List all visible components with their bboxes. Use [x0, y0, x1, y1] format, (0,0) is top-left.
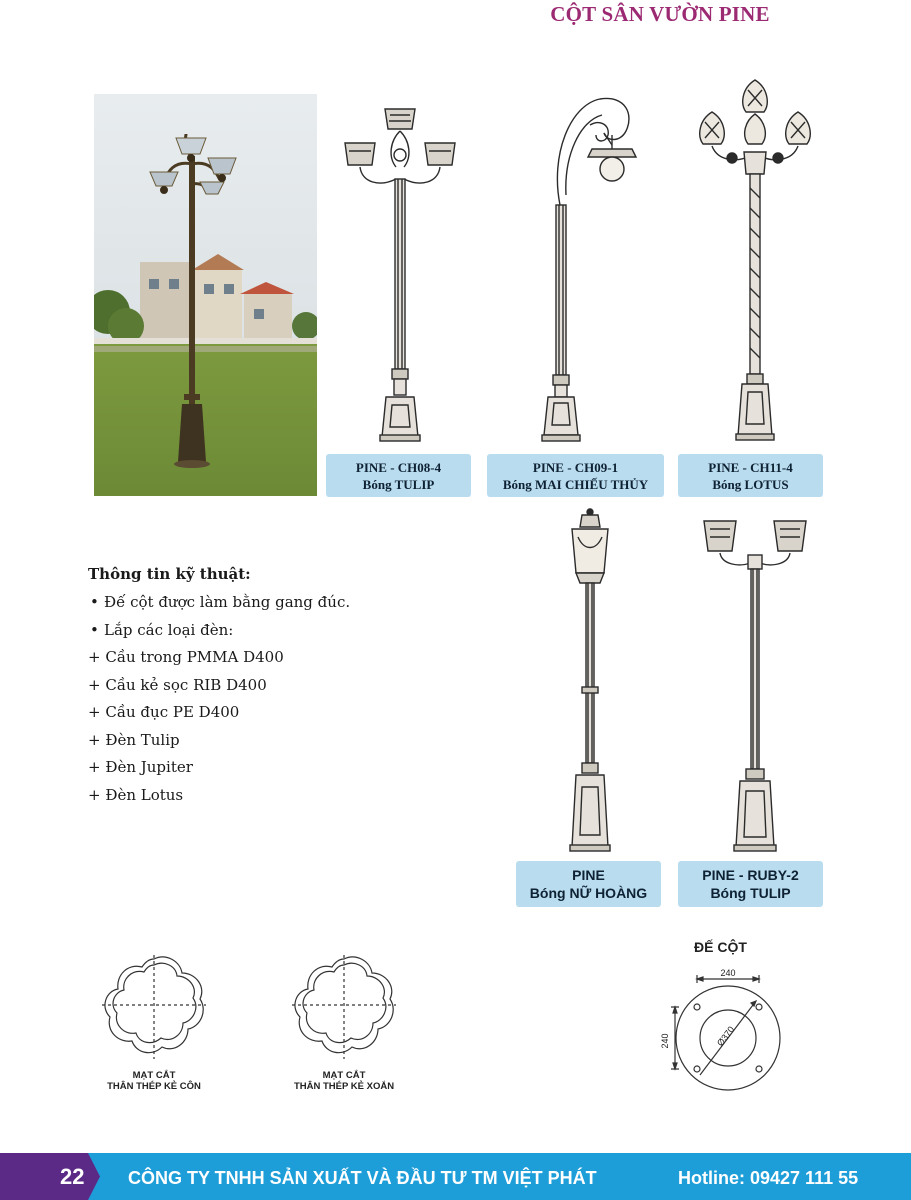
lamp-type-item: + Cầu trong PMMA D400: [88, 648, 284, 666]
spec-bullet: • Đế cột được làm bằng gang đúc.: [90, 593, 351, 611]
lamp-type-item: + Cầu đục PE D400: [88, 703, 240, 721]
cross-section-taper: [102, 955, 206, 1064]
base-drawing: [655, 965, 795, 1100]
product-drawing-ch11-4: [692, 78, 818, 444]
spec-bullet: • Lắp các loại đèn:: [90, 620, 234, 639]
product-label-pine: [516, 861, 661, 907]
product-lamp: Bóng MAI CHIẾU THỦY: [502, 477, 649, 492]
product-code: PINE - RUBY-2: [702, 867, 799, 883]
base-diameter: Ø370: [714, 1024, 737, 1049]
product-lamp: Bóng LOTUS: [712, 477, 789, 492]
product-label-ch09-1: [487, 454, 664, 497]
product-drawing-ch08-4: [340, 105, 460, 445]
section-caption-taper: MẠT CẮT THÂN THÉP KẺ CÔN: [107, 1070, 201, 1092]
section-caption-twist: MẠT CẮT THÂN THÉP KẺ XOẮN: [293, 1070, 395, 1092]
product-code: PINE - CH11-4: [708, 460, 793, 475]
product-drawing-pine: [560, 507, 620, 855]
page-number-tab: [0, 1153, 100, 1200]
lamp-type-item: + Đèn Jupiter: [88, 758, 193, 776]
lamp-type-item: + Đèn Tulip: [88, 730, 180, 749]
product-lamp: Bóng TULIP: [710, 885, 791, 901]
cross-section-twist: [292, 955, 396, 1064]
product-lamp: Bóng TULIP: [362, 477, 435, 492]
product-label-ch11-4: [678, 454, 823, 497]
product-drawing-ch09-1: [530, 95, 650, 445]
base-title: ĐẾ CỘT: [694, 939, 747, 955]
base-width-dim: 240: [720, 968, 736, 978]
footer: [0, 1153, 911, 1200]
product-code: PINE: [572, 867, 605, 883]
base-height-dim: 240: [660, 1033, 670, 1049]
lamp-type-item: + Đèn Lotus: [88, 785, 184, 804]
specs-title: Thông tin kỹ thuật:: [88, 565, 251, 583]
page-number: 22: [60, 1164, 85, 1189]
hotline: Hotline: 09427 111 55: [678, 1168, 859, 1188]
lamp-type-item: + Cầu kẻ sọc RIB D400: [88, 675, 267, 694]
product-label-ruby-2: [678, 861, 823, 907]
product-drawing-ruby-2: [700, 515, 810, 855]
company-name: CÔNG TY TNHH SẢN XUẤT VÀ ĐẦU TƯ TM VIỆT PHÁT: [128, 1168, 597, 1188]
page-title: CỘT SÂN VƯỜN PINE: [550, 2, 770, 26]
product-code: PINE - CH08-4: [355, 460, 442, 475]
product-photo: [94, 94, 317, 496]
product-code: PINE - CH09-1: [532, 460, 619, 475]
product-label-ch08-4: [326, 454, 471, 497]
technical-specs: [88, 565, 448, 809]
product-lamp: Bóng NỮ HOÀNG: [529, 885, 648, 901]
